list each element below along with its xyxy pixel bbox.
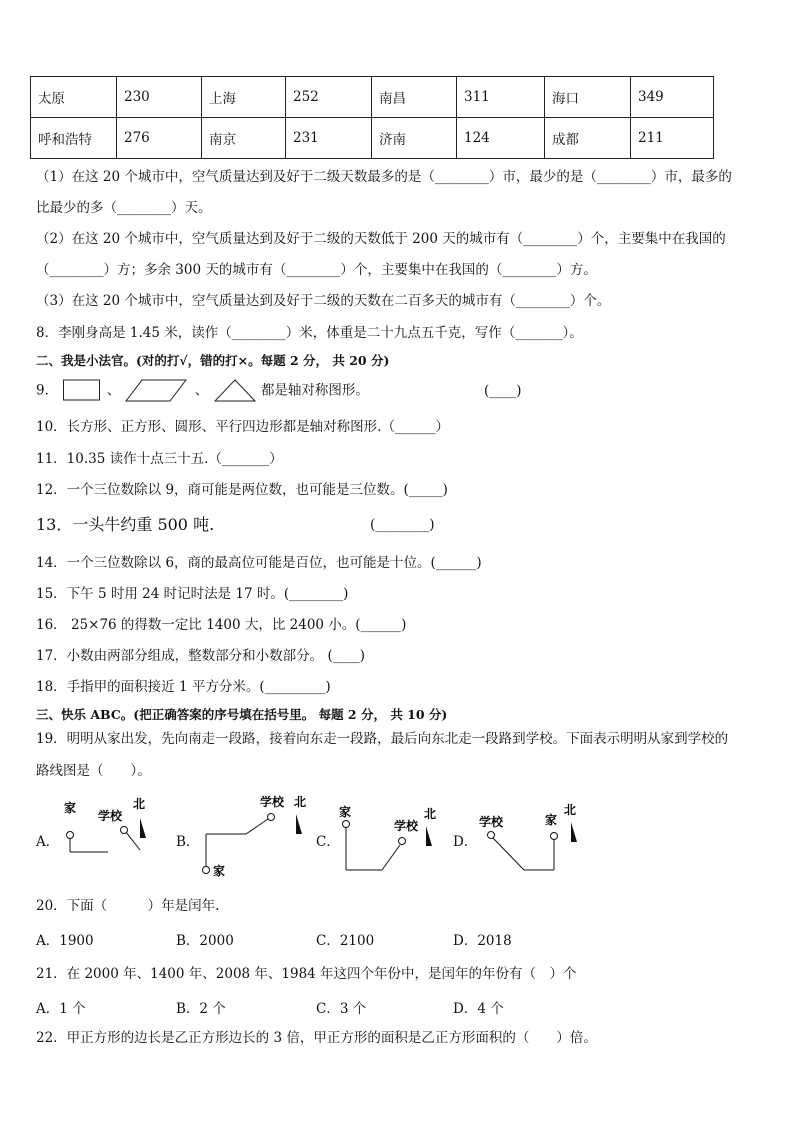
question-8: 8．李刚身高是 1.45 米，读作（________）米，体重是二十九点五千克，写作（_______）。 — [36, 325, 583, 341]
north-label: 北 — [294, 795, 307, 809]
question-12: 12．一个三位数除以 9，商可能是两位数，也可能是三位数。(_____) — [36, 482, 448, 498]
question-9-number: 9． — [36, 382, 59, 399]
q7-line-2: 比最少的多（________）天。 — [36, 200, 212, 216]
rectangle-shape-icon — [62, 378, 102, 404]
north-arrow-icon — [571, 822, 577, 842]
q21-option-b: B．2 个 — [176, 1001, 226, 1017]
q21-option-a: A．1 个 — [36, 1001, 86, 1017]
north-arrow-icon — [296, 814, 302, 834]
table-cell-days: 276 — [117, 118, 202, 159]
table-cell-city: 太原 — [31, 77, 117, 118]
table-cell-days: 230 — [117, 77, 202, 118]
route-line — [246, 819, 268, 834]
table-cell-city: 南京 — [202, 118, 286, 159]
q19-line-1: 19．明明从家出发，先向南走一段路，接着向东走一段路，最后向东北走一段路到学校。下面表示明明从家到学校的 — [36, 731, 729, 747]
question-18: 18．手指甲的面积接近 1 平方分米。(_________) — [36, 679, 331, 695]
option-a-label: A． — [36, 834, 60, 850]
separator: 、 — [194, 382, 209, 399]
route-diagram-c — [334, 800, 444, 880]
table-row — [31, 77, 714, 118]
parallelogram-shape-icon — [124, 378, 190, 404]
home-marker — [343, 821, 350, 828]
table-row — [31, 118, 714, 159]
route-diagram-b — [196, 790, 316, 880]
question-22: 22．甲正方形的边长是乙正方形边长的 3 倍，甲正方形的面积是乙正方形面积的（ ）倍。 — [36, 1030, 597, 1046]
question-10: 10．长方形、正方形、圆形、平行四边形都是轴对称图形.（______） — [36, 419, 449, 435]
home-marker — [203, 867, 210, 874]
route-line — [382, 845, 400, 870]
route-diagram-d — [476, 796, 586, 876]
question-9-answer-blank: (____) — [484, 383, 522, 399]
separator: 、 — [106, 382, 121, 399]
question-17: 17．小数由两部分组成，整数部分和小数部分。 (____) — [36, 648, 366, 664]
table-cell-city: 成都 — [545, 118, 631, 159]
table-cell-days: 211 — [631, 118, 714, 159]
q21-option-c: C．3 个 — [316, 1001, 367, 1017]
q21-option-d: D．4 个 — [453, 1001, 504, 1017]
home-label: 家 — [64, 801, 77, 815]
triangle-shape-icon — [213, 378, 257, 404]
table-cell-city: 上海 — [202, 77, 286, 118]
school-label: 学校 — [98, 809, 123, 823]
home-label: 家 — [339, 805, 352, 819]
question-9 — [36, 378, 369, 404]
option-c-label: C． — [316, 834, 340, 850]
home-marker — [67, 832, 74, 839]
home-marker — [551, 833, 558, 840]
school-label: 学校 — [479, 815, 504, 829]
school-marker — [488, 832, 495, 839]
table-cell-city: 南昌 — [372, 77, 457, 118]
question-15: 15．下午 5 时用 24 时记时法是 17 时。(________) — [36, 586, 349, 602]
north-arrow-icon — [426, 826, 432, 846]
table-cell-days: 231 — [286, 118, 372, 159]
route-diagram-a — [56, 790, 166, 860]
north-label: 北 — [133, 797, 146, 811]
question-11: 11．10.35 读作十点三十五.（_______） — [36, 451, 283, 467]
q19-line-2: 路线图是（ ）。 — [36, 763, 151, 779]
north-label: 北 — [564, 803, 577, 817]
q7-line-4: （________）方；多余 300 天的城市有（________）个，主要集中在我国的（________）方。 — [36, 262, 597, 278]
north-label: 北 — [424, 807, 437, 821]
question-13: 13．一头牛约重 500 吨. — [36, 515, 215, 534]
route-line — [493, 838, 524, 870]
table-cell-days: 252 — [286, 77, 372, 118]
q7-line-5: （3）在这 20 个城市中，空气质量达到及好于二级的天数在二百多天的城市有（________）个。 — [36, 293, 611, 309]
route-line — [126, 832, 140, 850]
question-14: 14．一个三位数除以 6，商的最高位可能是百位，也可能是十位。(______) — [36, 555, 482, 571]
school-label: 学校 — [260, 795, 285, 809]
question-13-answer-blank: (________) — [370, 517, 435, 533]
question-21: 21．在 2000 年、1400 年、2008 年、1984 年这四个年份中，是闰年的年份有（ ）个 — [36, 966, 577, 982]
section-3-heading: 三、快乐 ABC。(把正确答案的序号填在括号里。 每题 2 分， 共 10 分) — [36, 707, 448, 722]
table-cell-days: 124 — [457, 118, 545, 159]
school-marker — [121, 827, 128, 834]
school-label: 学校 — [394, 819, 419, 833]
question-16: 16． 25×76 的得数一定比 1400 大，比 2400 小。(______) — [36, 617, 407, 633]
question-20: 20．下面（ ）年是闰年. — [36, 898, 220, 914]
table-cell-days: 349 — [631, 77, 714, 118]
q20-option-c: C．2100 — [316, 933, 375, 949]
home-label: 家 — [213, 864, 226, 878]
q20-option-a: A．1900 — [36, 933, 94, 949]
question-9-text: 都是轴对称图形。 — [260, 382, 369, 399]
q7-line-3: （2）在这 20 个城市中，空气质量达到及好于二级的天数低于 200 天的城市有（________）个，主要集中在我国的 — [36, 231, 726, 247]
school-marker — [268, 814, 275, 821]
q20-option-d: D．2018 — [453, 933, 512, 949]
home-label: 家 — [545, 813, 558, 827]
option-b-label: B． — [176, 834, 200, 850]
school-marker — [399, 838, 406, 845]
air-quality-table — [30, 76, 714, 159]
table-cell-days: 311 — [457, 77, 545, 118]
north-arrow-icon — [140, 818, 146, 838]
option-d-label: D． — [453, 834, 478, 850]
section-2-heading: 二、我是小法官。(对的打√，错的打×。每题 2 分， 共 20 分) — [36, 353, 390, 368]
q20-option-b: B．2000 — [176, 933, 234, 949]
table-cell-city: 济南 — [372, 118, 457, 159]
table-cell-city: 呼和浩特 — [31, 118, 117, 159]
table-cell-city: 海口 — [545, 77, 631, 118]
q7-line-1: （1）在这 20 个城市中，空气质量达到及好于二级天数最多的是（________）市，最少的是（________）市，最多的 — [36, 169, 732, 185]
